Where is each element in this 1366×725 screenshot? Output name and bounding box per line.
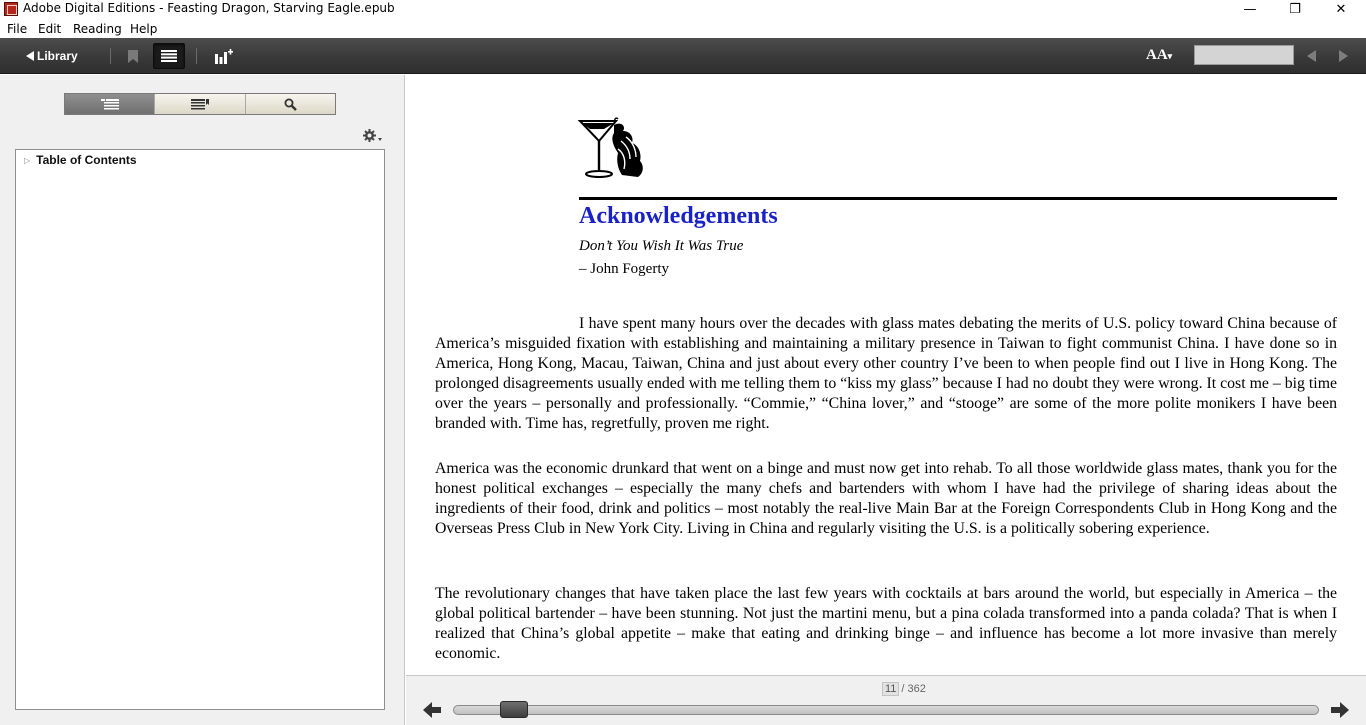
font-size-button[interactable] [1146, 47, 1172, 64]
menu-bar [0, 20, 1366, 38]
minimize-button[interactable]: — [1243, 2, 1257, 17]
sidebar-view-tabs [64, 93, 336, 115]
reading-pane [406, 75, 1366, 675]
sidebar [0, 75, 405, 725]
arrow-right-icon [1331, 702, 1349, 718]
search-icon [284, 98, 297, 111]
bookmarks-list-icon [191, 99, 209, 110]
gear-icon [363, 129, 383, 143]
toc-panel [15, 149, 385, 710]
chevron-down-icon: ▾ [1167, 51, 1173, 61]
toc-view-button[interactable] [153, 43, 185, 69]
arrow-left-icon [423, 702, 441, 718]
body-paragraph: America was the economic drunkard that went on a binge and must now get into rehab. To all those worldwide glass mates, thank you for the honest political exchanges – especially the many chefs and bartenders with whom I have had the privilege of sharing ideas about the ingredients of their food, drink and politics – most notably the real-live Main Bar at the Foreign Correspondents Club in Hong Kong and the Overseas Press Club in New York City. Living in China and regularly visiting the U.S. is a politically sobering experience. [435, 460, 1337, 537]
body-paragraph: The revolutionary changes that have taken place the last few years with cocktails at bars around the world, but especially in America – the global political bartender – have been stunning. Not just the martini menu, but a pina colada transformed into a panda colada? That is when I realized that China’s global appetite – make that eating and drinking binge – and influence has become a lot more invasive than merely economic. [435, 585, 1337, 662]
prev-page-icon [1304, 48, 1320, 64]
epigraph-author: – John Fogerty [579, 261, 669, 277]
toolbar-divider [196, 48, 197, 64]
library-label: Library [37, 49, 78, 63]
bookmarks-tab[interactable] [154, 94, 244, 114]
page-progress-slider[interactable] [453, 705, 1319, 715]
toolbar-divider [110, 48, 111, 64]
page-indicator [882, 682, 926, 696]
reader-toolbar [0, 38, 1366, 74]
epigraph: Don’t You Wish It Was True [579, 238, 744, 254]
chapter-divider [579, 197, 1337, 200]
page-slider-thumb[interactable] [500, 701, 528, 718]
library-button[interactable] [26, 47, 78, 65]
sidebar-settings-button[interactable] [363, 128, 385, 144]
total-pages: / 362 [901, 683, 926, 695]
next-page-button[interactable] [1335, 48, 1351, 64]
menu-file[interactable]: File [7, 22, 28, 36]
current-page-field[interactable]: 11 [882, 682, 899, 696]
menu-edit[interactable]: Edit [38, 22, 62, 36]
menu-help[interactable]: Help [130, 22, 158, 36]
previous-page-arrow[interactable] [423, 702, 441, 718]
title-bar [0, 0, 1366, 19]
chapter-title: Acknowledgements [579, 203, 778, 229]
menu-reading[interactable]: Reading [73, 22, 122, 36]
window-title: Adobe Digital Editions - Feasting Dragon, Starving Eagle.epub [23, 1, 395, 15]
close-button[interactable]: ✕ [1335, 2, 1347, 17]
toolbar-search-input[interactable] [1194, 45, 1294, 65]
stats-add-icon [215, 49, 233, 64]
toc-label: Table of Contents [36, 153, 137, 167]
toc-list-icon [161, 50, 177, 62]
body-paragraph: I have spent many hours over the decades with glass mates debating the merits of U.S. policy toward China because of America’s misguided fixation with establishing and maintaining a military presence in Taiwan to fight communist China. I have done so in America, Hong Kong, Macau, Taiwan, China and just about every other country I’ve been to when people find out I live in Hong Kong. The prolonged disagreements usually ended with me telling them to “kiss my glass” because I had no doubt they were wrong. It cost me – big time over the years – personally and professionally. “Commie,” “China lover,” and “stooge” are some of the more polite monikers I have been branded with. Time has, regretfully, proven me right. [435, 315, 1337, 432]
next-page-arrow[interactable] [1331, 702, 1349, 718]
bookmark-icon [128, 50, 138, 63]
font-size-label: AA [1146, 47, 1168, 63]
stats-add-button[interactable] [208, 43, 240, 69]
adobe-digital-editions-app-icon [4, 2, 18, 16]
martini-dragon-icon [578, 117, 646, 181]
prev-page-button[interactable] [1304, 48, 1320, 64]
toc-root-item[interactable] [24, 153, 137, 167]
bookmark-button[interactable] [117, 43, 149, 69]
page-navigation-bar [406, 675, 1366, 725]
list-icon [101, 99, 119, 110]
triangle-left-icon [26, 51, 34, 61]
table-of-contents-tab[interactable] [65, 94, 154, 114]
maximize-button[interactable]: ❐ [1289, 2, 1301, 17]
next-page-icon [1335, 48, 1351, 64]
expand-triangle-icon[interactable]: ▷ [24, 155, 31, 165]
search-tab[interactable] [245, 94, 335, 114]
